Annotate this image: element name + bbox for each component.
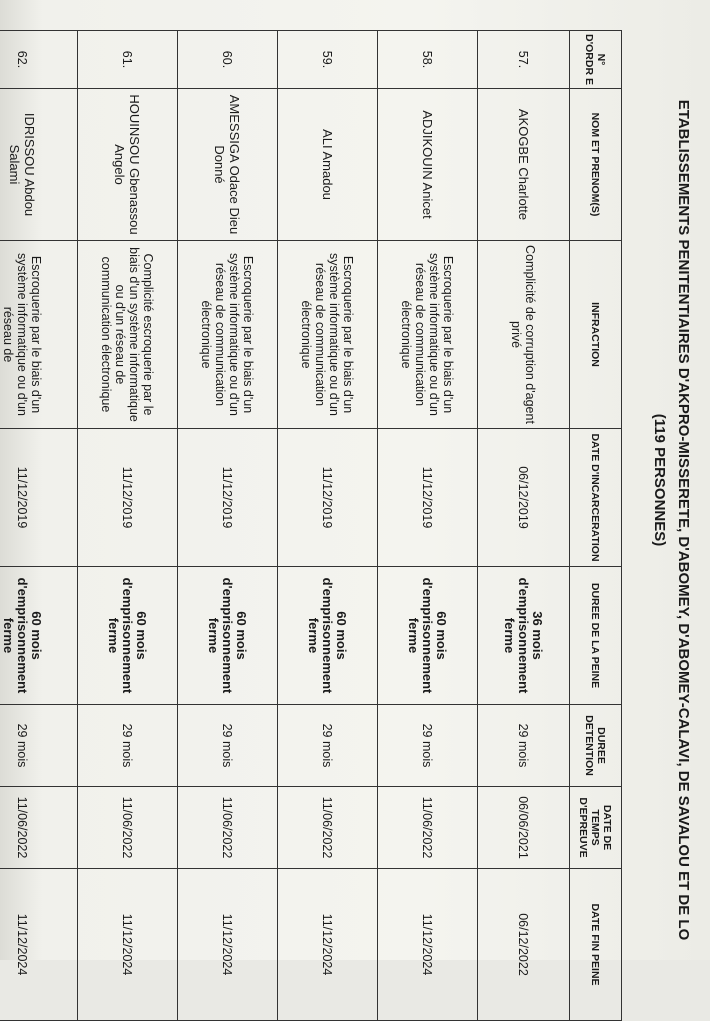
cell-date-incarceration: 11/12/2019 — [378, 429, 478, 567]
header-date-fin-peine: DATE FIN PEINE — [570, 869, 622, 1021]
cell-num: 59. — [278, 31, 378, 89]
detainee-table — [0, 30, 622, 1021]
cell-date-temps-epreuve: 11/06/2022 — [378, 787, 478, 869]
cell-duree-peine: 60 mois d'emprisonnement ferme — [78, 567, 178, 705]
cell-date-incarceration: 11/12/2019 — [0, 429, 78, 567]
cell-duree-detention: 29 mois — [478, 705, 570, 787]
cell-date-temps-epreuve: 11/06/2022 — [0, 787, 78, 869]
cell-date-fin-peine: 11/12/2024 — [378, 869, 478, 1021]
cell-nom: ADJIKOUIN Anicet — [378, 89, 478, 241]
cell-date-fin-peine: 11/12/2024 — [78, 869, 178, 1021]
cell-nom: ALI Amadou — [278, 89, 378, 241]
header-duree-detention: DUREE DETENTION — [570, 705, 622, 787]
table-header-row — [570, 31, 622, 1021]
header-date-temps-epreuve: DATE DE TEMPS D'EPREUVE — [570, 787, 622, 869]
document-title: ETABLISSEMENTS PENITENTIAIRES D'AKPRO-MISSERETE, D'ABOMEY, D'ABOMEY-CALAVI, DE SAVALOU ET DE LO — [675, 99, 692, 941]
header-date-incarceration: DATE D'INCARCERATION — [570, 429, 622, 567]
table-row — [0, 31, 78, 1021]
table-row — [78, 31, 178, 1021]
cell-date-fin-peine: 06/12/2022 — [478, 869, 570, 1021]
cell-duree-detention: 29 mois — [0, 705, 78, 787]
cell-infraction: Escroquerie par le biais d'un système informatique ou d'un réseau de communication électronique — [178, 241, 278, 429]
cell-nom: IDRISSOU Abdou Salami — [0, 89, 78, 241]
cell-num: 61. — [78, 31, 178, 89]
cell-num: 57. — [478, 31, 570, 89]
cell-infraction: Escroquerie par le biais d'un système informatique ou d'un réseau de — [0, 241, 78, 429]
cell-nom: AMESSIGA Odace Dieu Donné — [178, 89, 278, 241]
cell-date-temps-epreuve: 11/06/2022 — [278, 787, 378, 869]
cell-infraction: Escroquerie par le biais d'un système informatique ou d'un réseau de communication électronique — [378, 241, 478, 429]
cell-date-fin-peine: 11/12/2024 — [0, 869, 78, 1021]
cell-duree-detention: 29 mois — [378, 705, 478, 787]
document-subtitle: (119 PERSONNES) — [651, 413, 668, 547]
cell-duree-peine: 60 mois d'emprisonnement ferme — [378, 567, 478, 705]
cell-nom: HOUINSOU Gbenassou Angelo — [78, 89, 178, 241]
cell-duree-peine: 60 mois d'emprisonnement ferme — [0, 567, 78, 705]
header-num: N° D'ORDR E — [570, 31, 622, 89]
cell-infraction: Complicité de corruption d'agent privé — [478, 241, 570, 429]
cell-date-incarceration: 11/12/2019 — [178, 429, 278, 567]
header-infraction: INFRACTION — [570, 241, 622, 429]
header-duree-peine: DUREE DE LA PEINE — [570, 567, 622, 705]
cell-infraction: Escroquerie par le biais d'un système informatique ou d'un réseau de communication électronique — [278, 241, 378, 429]
cell-date-incarceration: 06/12/2019 — [478, 429, 570, 567]
cell-date-fin-peine: 11/12/2024 — [278, 869, 378, 1021]
cell-duree-detention: 29 mois — [278, 705, 378, 787]
cell-duree-peine: 36 mois d'emprisonnement ferme — [478, 567, 570, 705]
cell-date-temps-epreuve: 11/06/2022 — [78, 787, 178, 869]
cell-num: 60. — [178, 31, 278, 89]
cell-num: 62. — [0, 31, 78, 89]
cell-duree-peine: 60 mois d'emprisonnement ferme — [178, 567, 278, 705]
table-row — [178, 31, 278, 1021]
table-row — [278, 31, 378, 1021]
table-row — [378, 31, 478, 1021]
cell-num: 58. — [378, 31, 478, 89]
header-nom: NOM ET PRENOM(S) — [570, 89, 622, 241]
cell-date-incarceration: 11/12/2019 — [278, 429, 378, 567]
cell-date-fin-peine: 11/12/2024 — [178, 869, 278, 1021]
cell-date-incarceration: 11/12/2019 — [78, 429, 178, 567]
cell-duree-detention: 29 mois — [178, 705, 278, 787]
table-row — [478, 31, 570, 1021]
cell-nom: AKOGBE Charlotte — [478, 89, 570, 241]
cell-duree-peine: 60 mois d'emprisonnement ferme — [278, 567, 378, 705]
cell-date-temps-epreuve: 06/06/2021 — [478, 787, 570, 869]
cell-date-temps-epreuve: 11/06/2022 — [178, 787, 278, 869]
cell-duree-detention: 29 mois — [78, 705, 178, 787]
cell-infraction: Complicité escroquerie par le biais d'un système informatique ou d'un réseau de communication électronique — [78, 241, 178, 429]
